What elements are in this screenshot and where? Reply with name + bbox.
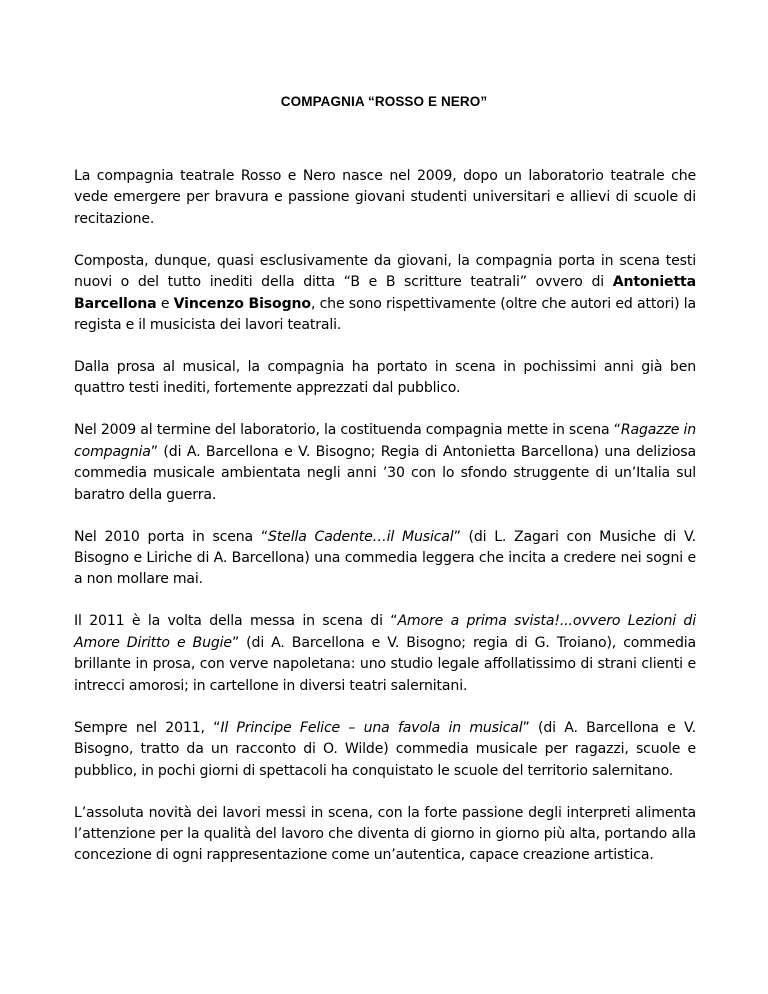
paragraph-text: Dalla prosa al musical, la compagnia ha portato in scena in pochissimi anni già ben quattro testi inediti, fortemente apprezzati dal pubblico.: [74, 359, 696, 397]
paragraph-text: Il 2011 è la volta della messa in scena di “: [74, 613, 398, 630]
author-name-barcellona: Antonietta Barcellona: [74, 274, 696, 312]
paragraph-composition: [74, 251, 696, 337]
paragraph-text: Sempre nel 2011, “: [74, 719, 221, 736]
paragraph-text: ” (di A. Barcellona e V. Bisogno; Regia di Antonietta Barcellona) una deliziosa commedia musicale ambientata negli anni ’30 con lo sfondo struggente di un’Italia sul baratro della guerra.: [74, 443, 696, 503]
show-title: Amore a prima svista!...ovvero Lezioni di Amore Diritto e Bugie: [74, 613, 696, 651]
paragraph-text: Nel 2010 porta in scena “: [74, 528, 268, 545]
document-title: COMPAGNIA “ROSSO E NERO”: [280, 94, 488, 109]
paragraph-founding: [74, 166, 696, 230]
paragraph-text: ” (di A. Barcellona e V. Bisogno; regia di G. Troiano), commedia brillante in prosa, con verve napoletana: uno studio legale affollatissimo di strani clienti e intrecci amorosi; in cartellone in diversi teatri salernitani.: [74, 634, 697, 694]
author-name-bisogno: Vincenzo Bisogno: [173, 295, 311, 312]
paragraph-text: Nel 2009 al termine del laboratorio, la costituenda compagnia mette in scena “: [74, 422, 621, 439]
show-title: Ragazze in compagnia: [74, 422, 696, 460]
paragraph-repertoire: [74, 357, 696, 400]
paragraph-text: , che sono rispettivamente (oltre che autori ed attori) la regista e il musicista dei lavori teatrali.: [74, 295, 696, 334]
paragraph-2009: [74, 420, 696, 506]
paragraph-text: Composta, dunque, quasi esclusivamente da giovani, la compagnia porta in scena testi nuovi o del tutto inediti della ditta “B e B scritture teatrali” ovvero di: [74, 252, 696, 291]
paragraph-2011-amore: [74, 611, 696, 697]
paragraph-2011-principe: [74, 718, 696, 782]
paragraph-text: e: [156, 295, 174, 312]
paragraph-text: La compagnia teatrale Rosso e Nero nasce nel 2009, dopo un laboratorio teatrale che vede emergere per bravura e passione giovani studenti universitari e allievi di scuole di recitazione.: [74, 168, 696, 227]
show-title: Stella Cadente…il Musical: [268, 528, 454, 545]
paragraph-2010: [74, 527, 696, 591]
paragraph-text: L’assoluta novità dei lavori messi in scena, con la forte passione degli interpreti alimenta l’attenzione per la qualità del lavoro che diventa di giorno in giorno più alta, portando alla concezione di ogni rappresentazione come un’autentica, capace creazione artistica.: [74, 804, 696, 864]
show-title: Il Principe Felice – una favola in musical: [220, 719, 523, 736]
document-body: [74, 166, 696, 887]
paragraph-text: ” (di A. Barcellona e V. Bisogno, tratto da un racconto di O. Wilde) commedia musicale per ragazzi, scuole e pubblico, in pochi giorni di spettacoli ha conquistato le scuole del territorio salernitano.: [74, 719, 696, 779]
paragraph-text: ” (di L. Zagari con Musiche di V. Bisogno e Liriche di A. Barcellona) una commedia leggera che incita a credere nei sogni e a non mollare mai.: [74, 528, 696, 588]
paragraph-conclusion: [74, 803, 696, 867]
